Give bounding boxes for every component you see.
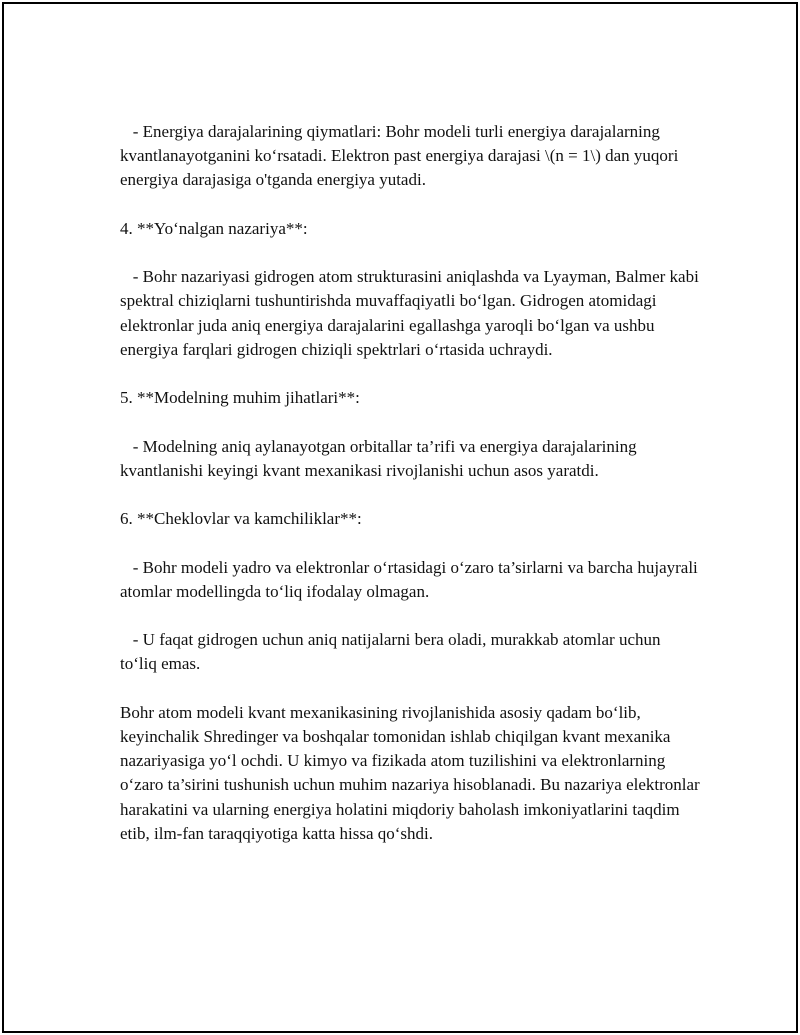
paragraph-conclusion: Bohr atom modeli kvant mexanikasining rivojlanishida asosiy qadam bo‘lib, keyinchalik Shredinger va boshqalar tomonidan ishlab chiqilgan kvant mexanika nazariyasiga yo‘l ochdi. U kimyo va fizikada atom tuzilishini va elektronlarning o‘zaro ta’sirini tushunish uchun muhim nazariya hisoblanadi. Bu nazariya elektronlar harakatini va ularning energiya holatini miqdoriy baholash imkoniyatlarini taqdim etib, ilm-fan taraqqiyotiga katta hissa qo‘shdi. [120,702,704,843]
paragraph-section-5: - Modelning aniq aylanayotgan orbitallar ta’rifi va energiya darajalarining kvantlanishi keyingi kvant mexanikasi rivojlanishi uchun asos yaratdi. [120,436,641,480]
paragraph-section-6-a: - Bohr modeli yadro va elektronlar o‘rtasidagi o‘zaro ta’sirlarni va barcha hujayrali atomlar modellingda to‘liq ifodalay olmagan. [120,557,703,601]
heading-section-5: 5. **Modelning muhim jihatlari**: [120,388,360,408]
document-body [120,120,704,870]
paragraph-section-6-b: - U faqat gidrogen uchun aniq natijalarni bera oladi, murakkab atomlar uchun to‘liq emas. [120,630,665,674]
heading-section-4: 4. **Yo‘nalgan nazariya**: [120,218,308,238]
paragraph-section-4: - Bohr nazariyasi gidrogen atom strukturasini aniqlashda va Lyayman, Balmer kabi spektral chiziqlarni tushuntirishda muvaffaqiyatli bo‘lgan. Gidrogen atomidagi elektronlar juda aniq energiya darajalarini egallashga yaroqli bo‘lgan va ushbu energiya farqlari gidrogen chiziqli spektrlari o‘rtasida uchraydi. [120,267,704,359]
document-page [2,2,798,1033]
heading-section-6: 6. **Cheklovlar va kamchiliklar**: [120,509,362,529]
paragraph-energy-levels: - Energiya darajalarining qiymatlari: Bohr modeli turli energiya darajalarning kvantlanayotganini ko‘rsatadi. Elektron past energiya darajasi \(n = 1\) dan yuqori energiya darajasiga o'tganda energiya yutadi. [120,122,683,190]
